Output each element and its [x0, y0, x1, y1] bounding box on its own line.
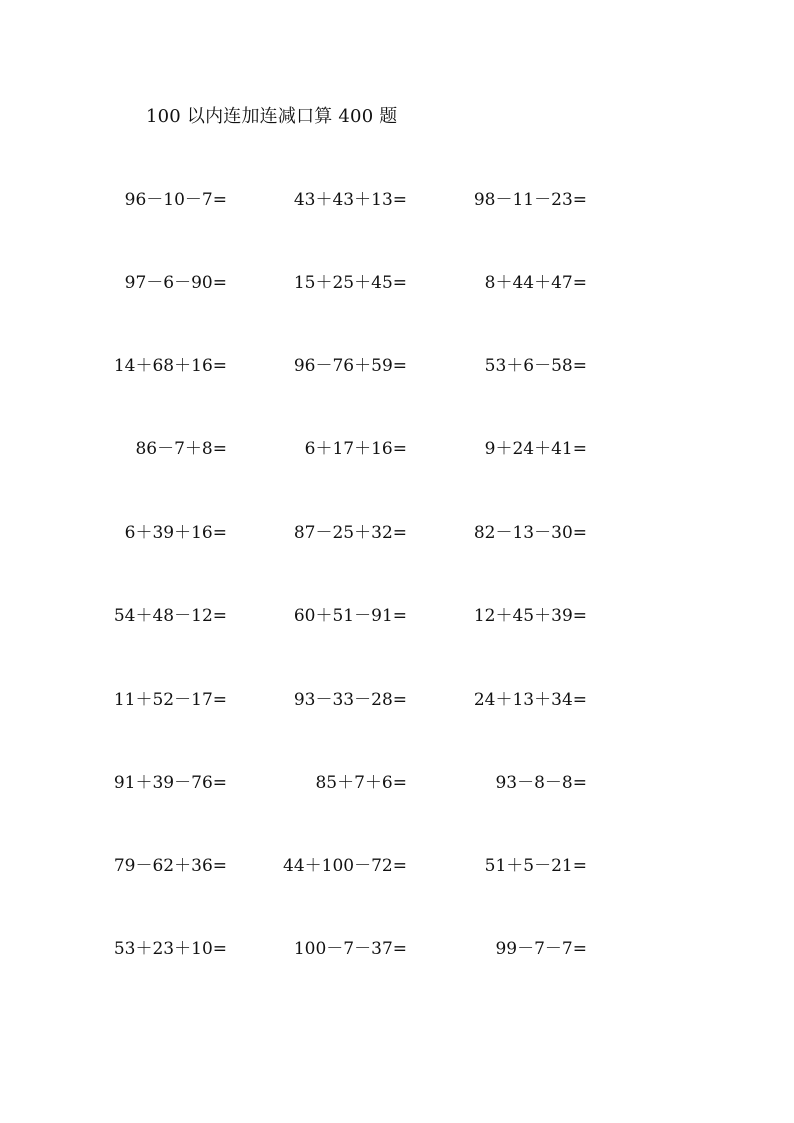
problem-item: 43＋43＋13= — [293, 190, 407, 210]
problem-item: 24＋13＋34= — [473, 690, 587, 710]
problem-item: 9＋24＋41= — [484, 439, 587, 459]
worksheet-title: 100 以内连加连减口算 400 题 — [146, 106, 398, 127]
problem-item: 54＋48－12= — [113, 606, 227, 626]
problem-item: 96－76＋59= — [293, 356, 407, 376]
problem-item: 53＋6－58= — [484, 356, 587, 376]
problem-item: 12＋45＋39= — [473, 606, 587, 626]
problem-item: 99－7－7= — [495, 939, 587, 959]
problem-item: 6＋17＋16= — [304, 439, 407, 459]
problem-item: 93－33－28= — [293, 690, 407, 710]
problem-item: 60＋51－91= — [293, 606, 407, 626]
problem-item: 85＋7＋6= — [315, 773, 407, 793]
problem-item: 96－10－7= — [124, 190, 227, 210]
problem-item: 82－13－30= — [473, 523, 587, 543]
problem-item: 79－62＋36= — [113, 856, 227, 876]
problem-item: 14＋68＋16= — [113, 356, 227, 376]
problem-item: 15＋25＋45= — [293, 273, 407, 293]
problem-item: 87－25＋32= — [293, 523, 407, 543]
problem-item: 53＋23＋10= — [113, 939, 227, 959]
problem-item: 98－11－23= — [473, 190, 587, 210]
problem-item: 93－8－8= — [495, 773, 587, 793]
problem-item: 8＋44＋47= — [484, 273, 587, 293]
problem-item: 86－7＋8= — [135, 439, 227, 459]
problem-item: 100－7－37= — [293, 939, 407, 959]
problem-item: 97－6－90= — [124, 273, 227, 293]
problem-item: 51＋5－21= — [484, 856, 587, 876]
problem-item: 11＋52－17= — [113, 690, 227, 710]
problem-item: 6＋39＋16= — [124, 523, 227, 543]
problem-item: 44＋100－72= — [283, 856, 407, 876]
problem-item: 91＋39－76= — [113, 773, 227, 793]
